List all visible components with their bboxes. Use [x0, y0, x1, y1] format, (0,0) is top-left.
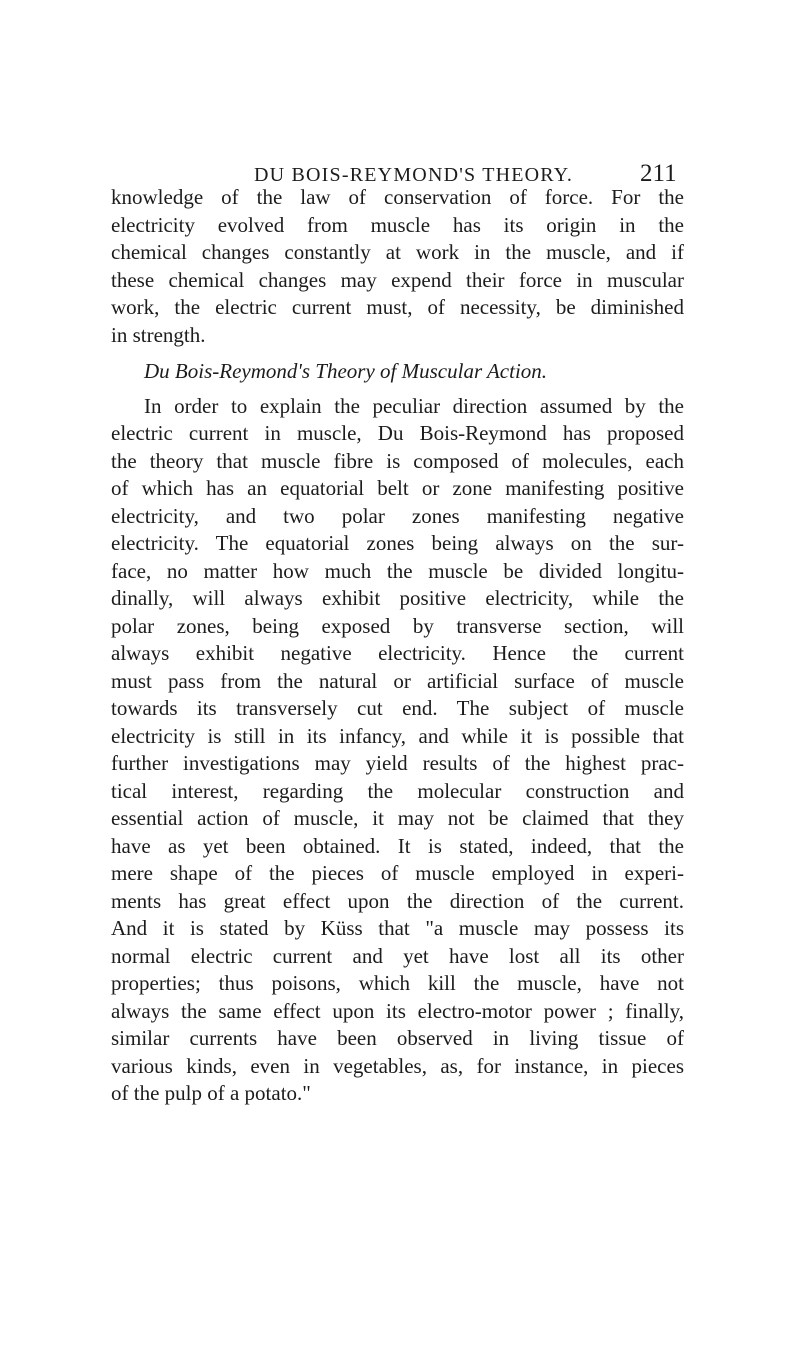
text-line: electric current in muscle, Du Bois-Reymond has proposed [111, 421, 684, 445]
text-line: chemical changes constantly at work in the muscle, and if [111, 240, 684, 264]
text-line: in strength. [111, 322, 206, 347]
text-line: face, no matter how much the muscle be divided longitu- [111, 558, 684, 583]
text-line: knowledge of the law of conservation of force. For the [111, 185, 684, 209]
text-line: electricity evolved from muscle has its origin in the [111, 212, 684, 237]
text-line: properties; thus poisons, which kill the muscle, have not [111, 971, 684, 995]
text-line: always exhibit negative electricity. Hence the current [111, 641, 684, 665]
paragraph-1 [111, 184, 684, 349]
running-head: DU BOIS-REYMOND'S THEORY. [254, 164, 574, 186]
text-line: towards its transversely cut end. The subject of muscle [111, 696, 684, 720]
text-line: similar currents have been observed in living tissue of [111, 1026, 684, 1050]
text-line: must pass from the natural or artificial surface of muscle [111, 668, 684, 693]
text-line: electricity. The equatorial zones being always on the sur- [111, 531, 684, 555]
text-line: the theory that muscle fibre is composed of molecules, each [111, 448, 684, 473]
text-line: tical interest, regarding the molecular construction and [111, 778, 684, 803]
text-line: of which has an equatorial belt or zone manifesting positive [111, 476, 684, 500]
body-text [111, 184, 684, 1108]
paragraph-2 [111, 393, 684, 1108]
text-line: essential action of muscle, it may not be claimed that they [111, 806, 684, 830]
text-line: And it is stated by Küss that "a muscle may possess its [111, 916, 684, 940]
text-line: polar zones, being exposed by transverse section, will [111, 613, 684, 638]
text-line: normal electric current and yet have lost all its other [111, 943, 684, 968]
text-line: dinally, will always exhibit positive electricity, while the [111, 586, 684, 610]
text-line: mere shape of the pieces of muscle employed in experi- [111, 861, 684, 885]
text-line: these chemical changes may expend their force in muscular [111, 267, 684, 292]
text-line: further investigations may yield results of the highest prac- [111, 751, 684, 775]
text-line: have as yet been obtained. It is stated, indeed, that the [111, 833, 684, 858]
section-heading: Du Bois-Reymond's Theory of Muscular Action. [144, 359, 548, 383]
text-line: various kinds, even in vegetables, as, for instance, in pieces [111, 1053, 684, 1078]
text-line: In order to explain the peculiar direction assumed by the [144, 393, 684, 418]
text-line: of the pulp of a potato." [111, 1081, 311, 1105]
text-line: electricity, and two polar zones manifesting negative [111, 503, 684, 528]
text-line: work, the electric current must, of necessity, be diminished [111, 295, 684, 319]
page-number: 211 [640, 160, 677, 187]
text-line: ments has great effect upon the direction of the current. [111, 888, 684, 913]
text-line: electricity is still in its infancy, and while it is possible that [111, 723, 684, 748]
text-line: always the same effect upon its electro-motor power ; finally, [111, 998, 684, 1023]
